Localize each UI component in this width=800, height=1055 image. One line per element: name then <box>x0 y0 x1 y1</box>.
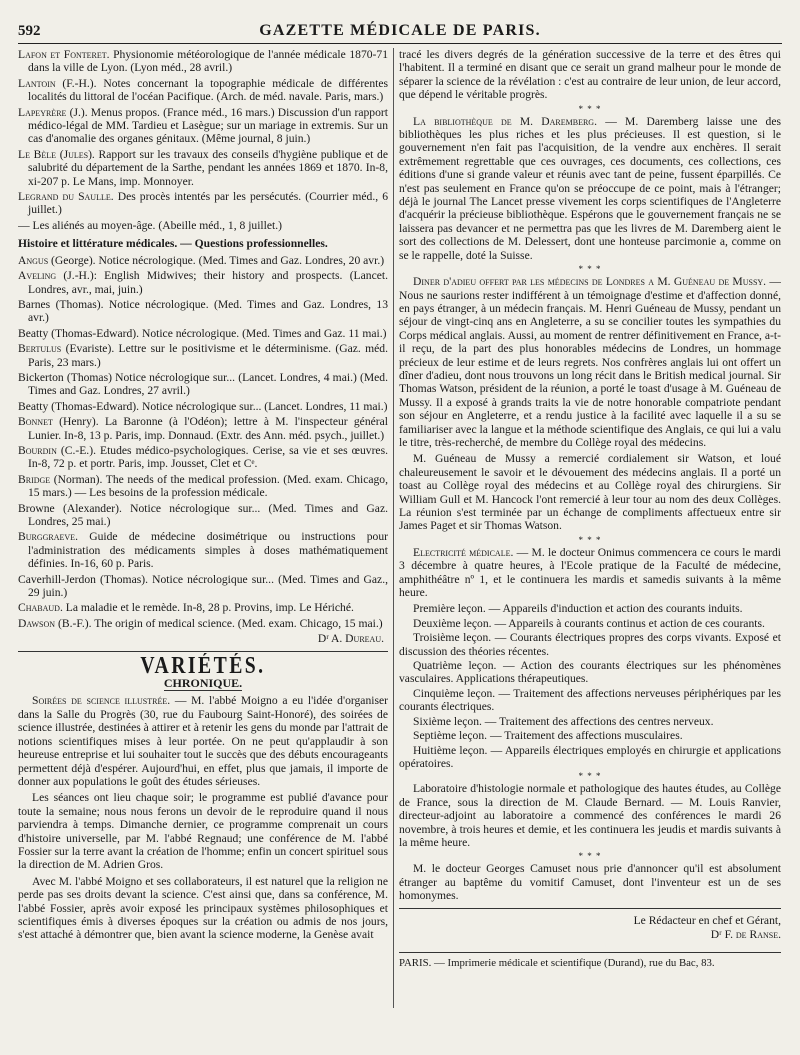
page-number: 592 <box>18 23 41 39</box>
section-rule <box>18 651 388 652</box>
bib-entry: — Les aliénés au moyen-âge. (Abeille méd., 1, 8 juillet.) <box>18 218 282 232</box>
left-column <box>18 48 388 1038</box>
editor-signature: Le Rédacteur en chef et Gérant, Dʳ F. de Ranse. <box>633 913 781 941</box>
varietes-heading: VARIÉTÉS. <box>140 652 266 679</box>
bib-entry: Angus (George). Notice nécrologique. (Med. Times and Gaz. Londres, 20 avr.) <box>18 253 385 267</box>
list-item: Huitième leçon. — Appareils électriques employés en chirurgie et applications opératoires. <box>399 743 781 770</box>
bib-entry: Lapeyrère (J.). Menus propos. (France méd., 16 mars.) Discussion d'un rapport médico-légal de MM. Tardieu et Lasègue; sur un mariage in extremis. Sur un cas d'anomalie des organes génitaux. (Même journal, 8 juin.) <box>18 105 388 146</box>
bib-entry: Legrand du Saulle. Des procès intentés par les persécutés. (Courrier méd., 6 juillet.) <box>18 190 388 217</box>
bib-entry: Bonnet (Henry). La Baronne (à l'Odéon); lettre à M. l'inspecteur général Lunier. In-8, 13 p. Paris, imp. Donnaud. (Extr. des Ann. méd. psych., juillet.) <box>18 415 388 442</box>
section-heading: Histoire et littérature médicales. — Questions professionnelles. <box>18 237 328 251</box>
bib-entry: Aveling (J.-H.): English Midwives; their history and prospects. (Lancet. Londres, avr., mai, juin.) <box>18 269 388 296</box>
article-paragraph: M. le docteur Georges Camuset nous prie d'annoncer qu'il est absolument étranger au baptême du vomitif Camuset, dont l'inventeur est un de ses homonymes. <box>399 862 781 903</box>
separator-stars: * * * <box>578 771 602 782</box>
bib-entry: Bourdin (C.-E.). Etudes médico-psychologiques. Cerise, sa vie et ses œuvres. In-8, 72 p. et portr. Paris, imp. Jousset, Clet et Cᵉ. <box>18 443 388 471</box>
bib-entry: Lafon et Fonteret. Physionomie météorologique de l'année médicale 1870-71 dans la ville de Lyon. (Lyon méd., 28 avril.) <box>18 48 388 75</box>
bib-entry: Burggraeve. Guide de médecine dosimétrique ou instructions pour l'administration des médicaments simples à doses mathématiquement définies. In-16, 60 p. Paris. <box>18 530 388 571</box>
bib-entry: Lantoin (F.-H.). Notes concernant la topographie médicale de différentes localités du littoral de l'océan Pacifique. (Arch. de méd. navale. Paris, mars.) <box>18 76 388 104</box>
article-paragraph: Diner d'adieu offert par les médecins de Londres a M. Guéneau de Mussy. — Nous ne saurions rester indifférent à un témoignage d'estime et d'affection donné, en pays étranger, à un médecin français. M. Henri Guéneau de Mussy, pendant un séjour de vingt-cinq ans en Angleterre, a su se concilier toutes les sympathies du Corps médical anglais. Aussi, au moment de rentrer définitivement en France, a-t-il reçu, de la part des plus honorables médecins de Londres, un hommage précieux de leur estime et de leurs regrets. Nos confrères anglais lui ont offert un dîner d'adieu, dont nous trouvons un long récit dans le British medical journal. Sir Thomas Watson, président de la réunion, a porté le toast d'usage à M. Guéneau de Mussy. Il a exposé à grands traits la vie de notre honorable compatriote pendant son séjour en Angleterre, et a rendu justice à la facilité avec laquelle il a su se familiariser avec la langue et la méthode scientifique des Anglais, ce qui lui a valu le titre, très-recherché, de membre du Collège royal des médecins. <box>399 275 781 449</box>
list-item: Troisième leçon. — Courants électriques propres des corps vivants. Exposé et discussion des théories récentes. <box>399 631 781 658</box>
bib-entry: Beatty (Thomas-Edward). Notice nécrologique. (Med. Times and Gaz. 11 mai.) <box>18 326 387 340</box>
bib-entry: Bertulus (Evariste). Lettre sur le positivisme et le déterminisme. (Gaz. méd. Paris, 23 mars.) <box>18 342 388 369</box>
article-paragraph: Avec M. l'abbé Moigno et ses collaborateurs, il est naturel que la religion ne perde pas ses droits devant la science. C'est ainsi que, dans sa conférence, M. l'abbé Fossier, après avoir exposé les principaux systèmes philosophiques et scientifiques émis à diverses époques sur la création ou admis de nos jours, s'est attaché à démontrer que, bien avant la science moderne, la Genèse avait <box>18 874 388 942</box>
list-item: Sixième leçon. — Traitement des affections des centres nerveux. <box>413 714 714 728</box>
column-divider <box>393 48 394 1008</box>
lesson-list <box>399 602 781 770</box>
bib-entry: Le Bèle (Jules). Rapport sur les travaux des conseils d'hygiène publique et de salubrité du département de la Sarthe, pendant les années 1869 et 1870. In-8, xi-207 p. Le Mans, imp. Monnoyer. <box>18 147 388 188</box>
bib-entry: Bridge (Norman). The needs of the medical profession. (Med. exam. Chicago, 15 mars.) — Les besoins de la profession médicale. <box>18 472 388 500</box>
article-paragraph: Laboratoire d'histologie normale et pathologique des hautes études, au Collège de France, sous la direction de M. Claude Bernard. — M. Louis Ranvier, directeur-adjoint au laboratoire a commencé des conférences le mardi 26 novembre, à trois heures et demie, et les continuera les jeudis et mardis suivants à la même heure. <box>399 782 781 849</box>
page-header <box>18 14 782 44</box>
list-item: Septième leçon. — Traitement des affections musculaires. <box>413 729 683 743</box>
bib-entry: Browne (Alexander). Notice nécrologique sur... (Med. Times and Gaz. Londres, 25 mai.) <box>18 501 388 528</box>
list-item: Deuxième leçon. — Appareils à courants continus et action de ces courants. <box>413 616 765 630</box>
running-title: GAZETTE MÉDICALE DE PARIS. <box>259 22 541 39</box>
article-paragraph: Les séances ont lieu chaque soir; le programme est publié d'avance pour toute la semaine; nous nous ferons un devoir de le reproduire quand il nous parviendra à temps. Dimanche dernier, ce programme comprenait un cours d'histoire universelle, par M. l'abbé Regnaud; une conférence de M. l'abbé Fossier sur la terre avant la création de l'homme; enfin un concert spirituel sous la direction de M. Adrien Gros. <box>18 791 388 872</box>
article-lead: Diner d'adieu offert par les médecins de Londres a M. Guéneau de Mussy. <box>413 275 767 289</box>
article-paragraph: Electricité médicale. — M. le docteur Onimus commencera ce cours le mardi 3 décembre à quatre heures, à l'Ecole pratique de la Faculté de médecine, amphithéâtre nº 1, et le continuera les mardis et samedis suivants à la même heure. <box>399 545 781 600</box>
bib-entry: Barnes (Thomas). Notice nécrologique. (Med. Times and Gaz. Londres, 13 avr.) <box>18 297 388 325</box>
list-item: Quatrième leçon. — Action des courants électriques sur les phénomènes vasculaires. Applications thérapeutiques. <box>399 659 781 686</box>
section-rule <box>399 908 781 909</box>
list-item: Cinquième leçon. — Traitement des affections nerveuses périphériques par les courants électriques. <box>399 686 781 714</box>
bibliography-list-b <box>18 254 388 631</box>
right-column <box>399 48 781 1048</box>
bib-entry: Caverhill-Jerdon (Thomas). Notice nécrologique sur... (Med. Times and Gaz., 29 juin.) <box>18 572 388 600</box>
article-paragraph: La bibliothèque de M. Daremberg. — M. Daremberg laisse une des bibliothèques les plus riches et les plus précieuses. Il est question, si le gouvernement n'en fait pas l'acquisition, de la vendre aux enchères. Il serait extrêmement regrettable que ces ouvrages, ces documents, ces collections, ces éditions d'une si grande valeur et réunis avec tant de peine, fussent éparpillés. Ce n'est pas seulement en France qu'on se préoccupe de ce point, mais à l'étranger; déjà le journal The Lancet presse vivement les corps scientifiques de l'Angleterre d'acquérir la précieuse bibliothèque. Espérons que le gouvernement français ne se laissera pas devancer et ne permettra pas que les livres de M. Daremberg aient le sort des collections de M. Delessert, dont une honteuse parcimonie a, comme on se le rappelle, doté la Suisse. <box>399 114 781 262</box>
bibliography-signature: Dʳ A. Dureau. <box>317 632 384 646</box>
bib-entry: Beatty (Thomas-Edward). Notice nécrologique sur... (Lancet. Londres, 11 mai.) <box>18 399 388 413</box>
separator-stars: * * * <box>578 534 602 545</box>
article-lead: Soirées de science illustrée. <box>32 694 171 708</box>
separator-stars: * * * <box>578 851 602 862</box>
bib-entry: Chabaud. La maladie et le remède. In-8, 28 p. Provins, imp. Le Hériché. <box>18 601 354 615</box>
separator-stars: * * * <box>578 264 602 275</box>
article-lead: Electricité médicale. <box>413 545 514 559</box>
article-paragraph: Soirées de science illustrée. — M. l'abbé Moigno a eu l'idée d'organiser dans la Salle du Progrès (30, rue du Faubourg Saint-Honoré), des soirées de science illustrée, destinées à attirer et à retenir les gens du monde par l'attrait de notions scientifiques mises à leur portée. On ne peut qu'applaudir à son heureuse entreprise et lui souhaiter tout le succès que des débuts encourageants permettent déjà d'espérer. Aujourd'hui, en effet, plus que jamais, il importe de donner aux populations le goût des études sérieuses. <box>18 694 388 788</box>
imprint-footer: PARIS. — Imprimerie médicale et scientifique (Durand), rue du Bac, 83. <box>399 952 781 970</box>
article-lead: La bibliothèque de M. Daremberg. <box>413 114 597 128</box>
article-paragraph: M. Guéneau de Mussy a remercié cordialement sir Watson, et loué chaleureusement le savoir et le dévouement des médecins anglais. Il a porté un toast au Collège royal des médecins et au Collège royal des chirurgiens. Sir William Gull et M. Hancock l'ont remercié à leur tour au nom des deux Collèges. La réunion s'est terminée par un échange de compliments affectueux entre sir James Paget et sir Thomas Watson. <box>399 452 781 533</box>
separator-stars: * * * <box>578 103 602 114</box>
bib-entry: Dawson (B.-F.). The origin of medical science. (Med. exam. Chicago, 15 mai.) <box>18 616 383 630</box>
bib-entry: Bickerton (Thomas) Notice nécrologique sur... (Lancet. Londres, 4 mai.) (Med. Times and Gaz. Londres, 27 avril.) <box>18 370 388 398</box>
chronique-heading: CHRONIQUE. <box>163 676 243 691</box>
bibliography-list-a <box>18 48 388 232</box>
article-paragraph: tracé les divers degrés de la génération successive de la terre et des êtres qui l'habitent. Il a terminé en disant que ce serait un grand malheur pour le monde de séparer la science de la révélation : c'est au contraire de leur union, de leur accord, que dépend le véritable progrès. <box>399 48 781 102</box>
section-rule <box>399 952 781 953</box>
list-item: Première leçon. — Appareils d'induction et action des courants induits. <box>413 602 743 616</box>
